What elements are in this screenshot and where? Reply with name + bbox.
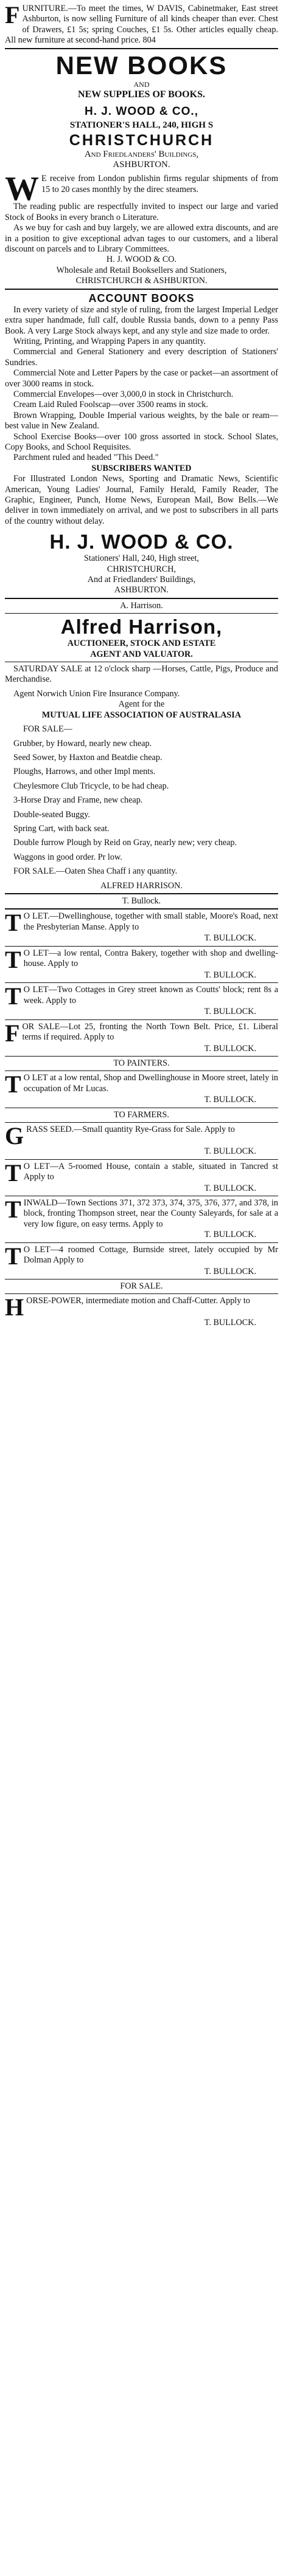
subscribers-title: SUBSCRIBERS WANTED [91,463,192,473]
account-books-ad [5,292,278,464]
harrison-line-2: AGENT AND VALUATOR. [90,649,193,659]
painters-heading: TO PAINTERS. [113,1058,170,1068]
bullock-ad-text: INWALD—Town Sections 371, 372 373, 374, 375, 376, 377, and 378, in block, fronting Thompson street, near the County Saleyards, for sale at a very low figure, on easy terms. Apply to [23,1198,278,1229]
subscribers-ad [5,464,278,596]
harrison-sig: ALFRED HARRISON. [100,880,183,891]
bullock-sig: T. BULLOCK. [204,1266,256,1276]
bullock-ad-text: OR SALE—Lot 25, fronting the North Town Belt. Price, £1. Liberal terms if required. Apply to [22,1021,278,1042]
harrison-item: Grubber, by Howard, nearly new cheap. [13,738,152,748]
subscribers-addr-3: And at Friedlanders' Buildings, [87,575,196,585]
drop-cap: W [5,170,39,208]
furniture-ad-text: FURNITURE.—To meet the times, W DAVIS, Cabinetmaker, East street Ashburton, is now selling Furniture of all kinds cheaper than ever. Chest of Drawers, £1 5s; spring Couches, £1 5s. Other articles equally cheap. All new furniture at second-hand price. 804 [5,1,278,46]
books-sig-2: Wholesale and Retail Booksellers and Stationers, [56,265,227,275]
drop-cap: T [5,945,21,973]
bullock-ad-text: O LET at a low rental, Shop and Dwellinghouse in Moore street, lately in occupation of Mr Lucas. [23,1073,278,1094]
bullock-sig: T. BULLOCK. [204,1318,256,1328]
divider [5,1122,278,1123]
harrison-name: Alfred Harrison, [60,615,223,639]
books-sig-1: H. J. WOOD & CO. [106,255,177,265]
harrison-agent-2: Agent for the [118,699,165,710]
harrison-top-label: A. Harrison. [120,600,163,611]
account-headline: ACCOUNT BOOKS [88,292,195,304]
bullock-sig: T. BULLOCK. [204,1043,256,1053]
bullock-ad [5,1070,278,1105]
harrison-mutual: MUTUAL LIFE ASSOCIATION OF AUSTRALASIA [41,710,242,720]
divider [5,289,278,290]
harrison-line-1: AUCTIONEER, STOCK AND ESTATE [67,639,216,649]
harrison-item: Double furrow Plough by Reid on Gray, nearly new; very cheap. [13,838,237,848]
subscribers-firm: H. J. WOOD & CO. [49,530,234,553]
bullock-ad-text: O LET—Two Cottages in Grey street known as Coutts' block; rent 8s a week. Apply to [23,985,278,1005]
books-firm: H. J. WOOD & CO., [85,104,198,118]
bullock-sig: T. BULLOCK. [204,1230,256,1240]
drop-cap: G [5,1122,24,1150]
harrison-for-sale: FOR SALE— [23,724,72,735]
subscribers-addr-1: Stationers' Hall, 240, High street, [84,553,199,564]
drop-cap: T [5,1242,21,1270]
books-city: CHRISTCHURCH [69,131,214,149]
account-body-9: Parchment ruled and headed "This Deed." [13,453,159,463]
books-branch: And Friedlanders' Buildings, [84,149,199,159]
harrison-item: Seed Sower, by Haxton and Beatdie cheap. [13,752,162,762]
account-body-6: Cream Laid Ruled Foolscap—over 3500 reams in stock. [13,400,208,410]
furniture-ad [5,1,278,46]
harrison-item: Cheylesmore Club Tricycle, to be had cheap. [13,781,169,791]
harrison-item: Ploughs, Harrows, and other Impl ments. [13,767,156,777]
bullock-ad [5,1122,278,1157]
bullock-ad-text: O LET—A 5-roomed House, contain a stable, situated in Tancred st Apply to [23,1161,278,1182]
bullock-top-label: T. Bullock. [122,896,161,906]
books-body-1: W E receive from London publishin firms regular shipments of from 15 to 20 cases monthly by the direc steamers. [5,170,278,208]
bullock-sig: T. BULLOCK. [204,1007,256,1017]
divider [5,908,278,909]
drop-cap: F [5,1,20,29]
books-body-2: The reading public are respectfully invited to inspect our large and varied Stock of Books in every branch o Literature. [5,202,278,222]
account-body-8: School Exercise Books—over 100 gross assorted in stock. School Slates, Copy Books, and School Requisites. [5,431,278,452]
drop-cap: T [5,909,21,937]
farmers-heading: TO FARMERS. [114,1109,169,1120]
bullock-ad [5,911,278,944]
bullock-sig: T. BULLOCK. [204,1095,256,1105]
bullock-ad-text: O LET.—Dwellinghouse, together with small stable, Moore's Road, next the Presbyterian Manse. Apply to [23,911,278,932]
drop-cap: F [5,1019,20,1047]
drop-cap: T [5,982,21,1010]
divider [5,1070,278,1071]
harrison-item: Double-seated Buggy. [13,809,90,820]
bullock-ad [5,1159,278,1194]
bullock-sig: T. BULLOCK. [204,970,256,980]
books-and: AND [133,80,150,89]
harrison-item: Waggons in good order. Pr low. [13,852,122,862]
divider [5,1159,278,1160]
books-body-3: As we buy for cash and buy largely, we are allowed extra discounts, and are in a position to give exceptional advan tages to our customers, and a liberal discount on parcels and to Library Committees. [5,223,278,255]
divider [5,1019,278,1020]
bullock-sig: T. BULLOCK. [204,1183,256,1193]
drop-cap: T [5,1196,21,1224]
account-body-1: In every variety of size and style of ruling, from the largest Imperial Ledger extra super handmade, full calf, double Russia bands, down to a penny Pass Book. A very Large Stock always kept, and any style and size made to order. [5,304,278,336]
bullock-sig: T. BULLOCK. [204,933,256,944]
drop-cap: T [5,1159,21,1187]
bullock-ad-text: O LET—a low rental, Contra Bakery, together with shop and dwelling-house. Apply to [23,948,278,969]
divider [5,613,278,614]
divider [5,1293,278,1294]
account-body-4: Commercial Note and Letter Papers by the case or packet—an assortment of over 3000 reams in stock. [5,368,278,389]
bullock-sig: T. BULLOCK. [204,1146,256,1157]
for-sale-heading: FOR SALE. [120,1281,163,1292]
books-subhead: NEW SUPPLIES OF BOOKS. [78,89,205,100]
divider [5,1242,278,1243]
bullock-ad [5,982,278,1017]
account-body-2: Writing, Printing, and Wrapping Papers in any quantity. [13,336,206,346]
harrison-item: 3-Horse Dray and Frame, new cheap. [13,795,143,806]
subscribers-body: For Illustrated London News, Sporting and Dramatic News, Scientific American, Young Ladies' Journal, Family Herald, Family Reader, The Graphic, Engineer, Punch, Home News, European Mail, Bow Bells.—We deliver in town immediately on arrival, and we post to subscribers in all parts of the country without delay. [5,474,278,526]
harrison-item: Spring Cart, with back seat. [13,823,110,834]
subscribers-addr-4: ASHBURTON. [114,585,169,595]
harrison-agent-1: Agent Norwich Union Fire Insurance Company. [13,688,180,699]
bullock-ad-text: O LET—4 roomed Cottage, Burnside street, lately occupied by Mr Dolman Apply to [23,1244,278,1266]
bullock-ad [5,945,278,981]
books-ad [5,51,278,287]
divider [5,48,278,49]
account-body-5: Commercial Envelopes—over 3,000,0 in stock in Christchurch. [13,389,234,399]
harrison-item: FOR SALE.—Oaten Shea Chaff i any quantity. [13,866,178,877]
bullock-ad [5,1242,278,1277]
drop-cap: H [5,1293,24,1321]
books-address: STATIONER'S HALL, 240, HIGH S [69,120,214,130]
books-sig-3: CHRISTCHURCH & ASHBURTON. [75,276,208,286]
books-branch-town: ASHBURTON. [113,160,170,170]
divider [5,946,278,947]
bullock-ad [5,1019,278,1054]
harrison-sale: SATURDAY SALE at 12 o'clock sharp —Horses, Cattle, Pigs, Produce and Merchandise. [5,664,278,685]
bullock-ad-text: ORSE-POWER, intermediate motion and Chaff-Cutter. Apply to [26,1296,250,1306]
bullock-ad [5,1198,278,1241]
divider [5,1056,278,1057]
subscribers-addr-2: CHRISTCHURCH, [107,564,176,574]
bullock-ad [5,1293,278,1328]
account-body-3: Commercial and General Stationery and every description of Stationers' Sundries. [5,347,278,368]
harrison-ad [5,601,278,891]
books-headline: NEW BOOKS [55,50,228,80]
divider [5,893,278,894]
bullock-ad-text: RASS SEED.—Small quantity Rye-Grass for Sale. Apply to [26,1125,235,1135]
bullock-ads [5,896,278,1329]
divider [5,598,278,599]
account-body-7: Brown Wrapping, Double Imperial various weights, by the bale or ream— best value in New Zealand. [5,410,278,431]
divider [5,982,278,983]
drop-cap: T [5,1070,21,1098]
